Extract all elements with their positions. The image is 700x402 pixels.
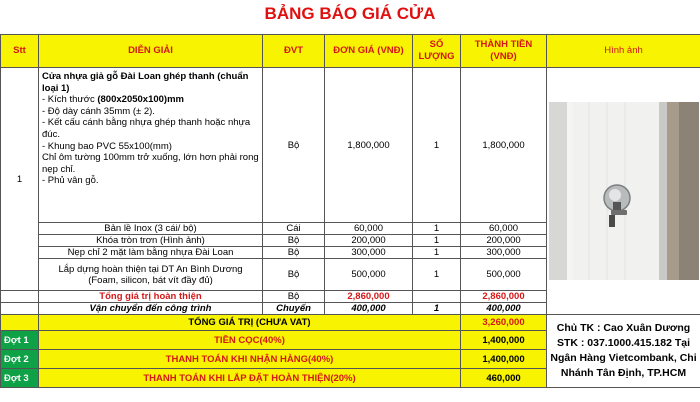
sub-item-price: 200,000 — [325, 235, 413, 247]
header-dien-giai: DIỄN GIẢI — [39, 35, 263, 68]
header-hinh-anh: Hình ảnh — [547, 35, 700, 68]
sub-item-price: 60,000 — [325, 223, 413, 235]
install-qty: 1 — [413, 259, 461, 291]
payment-stage: Đợt 3 — [1, 369, 39, 388]
door-lock-photo — [549, 102, 699, 280]
payment-amount: 1,400,000 — [461, 331, 547, 350]
grand-total-label: TỔNG GIÁ TRỊ (CHƯA VAT) — [39, 315, 461, 331]
bank-info: Chủ TK : Cao Xuân Dương STK : 037.1000.415.182 Tại Ngân Hàng Vietcombank, Chi Nhánh Tân Định, TP.HCM — [547, 315, 700, 388]
item-qty: 1 — [413, 68, 461, 223]
install-description — [39, 259, 263, 291]
product-photo-cell — [547, 68, 700, 315]
header-row — [1, 35, 700, 68]
payment-desc: TIỀN CỌC(40%) — [39, 331, 461, 350]
payment-amount: 1,400,000 — [461, 350, 547, 369]
payment-stage: Đợt 2 — [1, 350, 39, 369]
header-don-gia: ĐƠN GIÁ (VNĐ) — [325, 35, 413, 68]
item-size-value: (800x2050x100)mm — [97, 94, 184, 106]
sub-item-qty: 1 — [413, 235, 461, 247]
item-size-prefix: - Kích thước — [42, 94, 98, 106]
item-description — [39, 68, 263, 223]
header-stt: Stt — [1, 35, 39, 68]
shipping-unit: Chuyến — [263, 303, 325, 315]
header-so-luong: SỐ LƯỢNG — [413, 35, 461, 68]
install-unit: Bộ — [263, 259, 325, 291]
table-row-grand-total — [1, 315, 700, 331]
sub-item-name: Nẹp chỉ 2 mặt làm bằng nhựa Đài Loan — [39, 247, 263, 259]
sub-item-total: 300,000 — [461, 247, 547, 259]
table-row-main-item — [1, 68, 700, 223]
item-spec-line: - Khung bao PVC 55x100(mm) — [42, 140, 172, 152]
sub-item-price: 300,000 — [325, 247, 413, 259]
header-dvt: ĐVT — [263, 35, 325, 68]
install-price: 500,000 — [325, 259, 413, 291]
payment-desc: THANH TOÁN KHI NHẬN HÀNG(40%) — [39, 350, 461, 369]
shipping-total: 400,000 — [461, 303, 547, 315]
sub-item-unit: Bộ — [263, 247, 325, 259]
sub-item-total: 60,000 — [461, 223, 547, 235]
item-spec-line: - Kết cấu cánh bằng nhựa ghép thanh hoặc nhựa đúc. — [42, 117, 251, 140]
page-title: BẢNG BÁO GIÁ CỬA — [264, 4, 436, 23]
door-lock-image — [549, 102, 699, 280]
item-stt: 1 — [1, 68, 39, 291]
item-total: 1,800,000 — [461, 68, 547, 223]
shipping-label: Vận chuyển đến công trình — [39, 303, 263, 315]
install-line2: (Foam, silicon, bát vít đầy đủ) — [88, 274, 213, 286]
subtotal-unit: Bộ — [263, 291, 325, 303]
sub-item-name: Bản lề Inox (3 cái/ bộ) — [39, 223, 263, 235]
payment-stage: Đợt 1 — [1, 331, 39, 350]
sub-item-total: 200,000 — [461, 235, 547, 247]
shipping-price: 400,000 — [325, 303, 413, 315]
sub-item-qty: 1 — [413, 223, 461, 235]
install-line1: Lắp dựng hoàn thiện tại DT An Bình Dương — [58, 263, 243, 275]
item-spec-line: - Độ dày cánh 35mm (± 2). — [42, 105, 155, 117]
item-price: 1,800,000 — [325, 68, 413, 223]
quote-table — [0, 34, 700, 388]
subtotal-total: 2,860,000 — [461, 291, 547, 303]
payment-desc: THANH TOÁN KHI LẮP ĐẶT HOÀN THIỆN(20%) — [39, 369, 461, 388]
item-spec-line: Chỉ ôm tường 100mm trở xuống, lớn hơn phải rong nẹp chỉ. — [42, 152, 259, 175]
shipping-qty: 1 — [413, 303, 461, 315]
item-spec-line: - Phủ vân gỗ. — [42, 175, 99, 187]
item-unit: Bộ — [263, 68, 325, 223]
subtotal-price: 2,860,000 — [325, 291, 413, 303]
install-total: 500,000 — [461, 259, 547, 291]
payment-amount: 460,000 — [461, 369, 547, 388]
sub-item-unit: Bộ — [263, 235, 325, 247]
header-thanh-tien: THÀNH TIỀN (VNĐ) — [461, 35, 547, 68]
item-name: Cửa nhựa giả gỗ Đài Loan ghép thanh (chuẩn loại 1) — [42, 71, 249, 94]
item-size — [42, 94, 259, 106]
sub-item-qty: 1 — [413, 247, 461, 259]
sub-item-unit: Cái — [263, 223, 325, 235]
subtotal-label: Tổng giá trị hoàn thiện — [39, 291, 263, 303]
sub-item-name: Khóa tròn trơn (Hình ảnh) — [39, 235, 263, 247]
grand-total-value: 3,260,000 — [461, 315, 547, 331]
